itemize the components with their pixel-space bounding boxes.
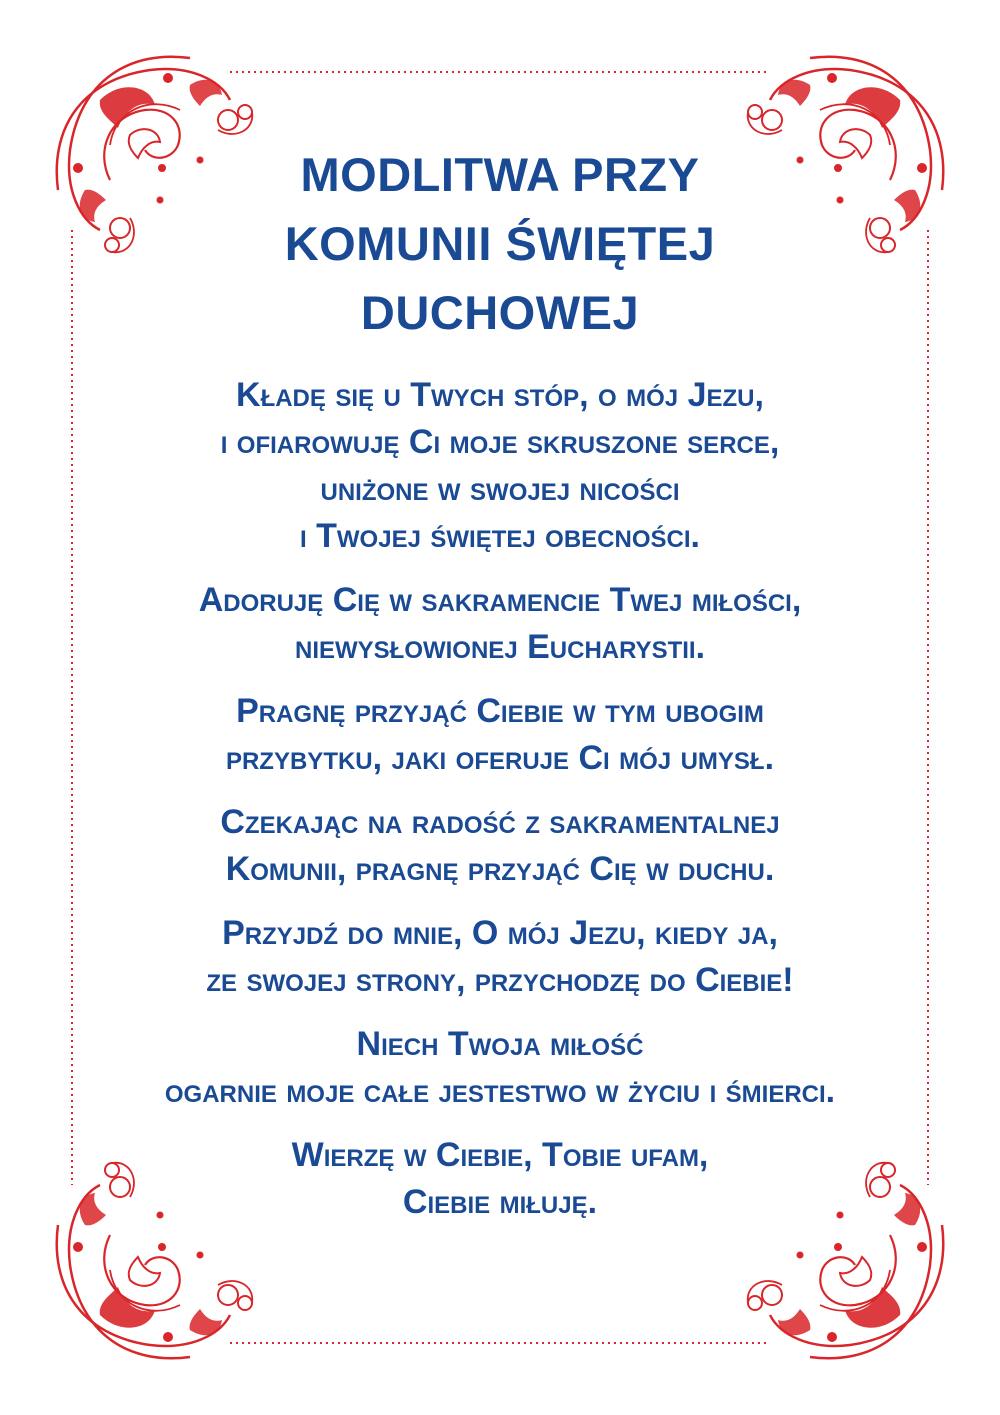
prayer-line: Przyjdź do mnie, O mój Jezu, kiedy ja, bbox=[222, 914, 778, 952]
prayer-line: Niech Twoja miłość bbox=[356, 1025, 644, 1063]
prayer-stanza bbox=[80, 1132, 920, 1226]
prayer-line: i ofiarowuję Ci moje skruszone serce, bbox=[220, 423, 780, 461]
prayer-line: Pragnę przyjąć Ciebie w tym ubogim bbox=[236, 692, 764, 730]
prayer-text bbox=[80, 372, 920, 1243]
prayer-stanza bbox=[80, 910, 920, 1004]
prayer-line: Wierzę w Ciebie, Tobie ufam, bbox=[291, 1136, 709, 1174]
prayer-stanza bbox=[80, 577, 920, 671]
page-title bbox=[100, 140, 900, 347]
title-line: DUCHOWEJ bbox=[360, 286, 640, 339]
prayer-line: i Twojej świętej obecności. bbox=[300, 517, 700, 555]
title-line: KOMUNII ŚWIĘTEJ bbox=[284, 217, 716, 270]
prayer-line: ogarnie moje całe jestestwo w życiu i śmierci. bbox=[164, 1072, 836, 1110]
prayer-stanza bbox=[80, 688, 920, 782]
prayer-line: Komunii, pragnę przyjąć Cię w duchu. bbox=[225, 850, 775, 888]
prayer-line: Czekając na radość z sakramentalnej bbox=[220, 803, 780, 841]
prayer-line: Kładę się u Twych stóp, o mój Jezu, bbox=[236, 376, 764, 414]
prayer-line: ze swojej strony, przychodzę do Ciebie! bbox=[206, 961, 794, 999]
prayer-line: przybytku, jaki oferuje Ci mój umysł. bbox=[225, 739, 775, 777]
prayer-stanza bbox=[80, 372, 920, 560]
prayer-line: uniżone w swojej nicości bbox=[320, 470, 680, 508]
prayer-line: niewysłowionej Eucharystii. bbox=[294, 628, 706, 666]
title-line: MODLITWA PRZY bbox=[300, 148, 700, 201]
prayer-stanza bbox=[80, 1021, 920, 1115]
prayer-line: Adoruję Cię w sakramencie Twej miłości, bbox=[198, 581, 802, 619]
prayer-line: Ciebie miłuję. bbox=[402, 1183, 598, 1221]
prayer-stanza bbox=[80, 799, 920, 893]
